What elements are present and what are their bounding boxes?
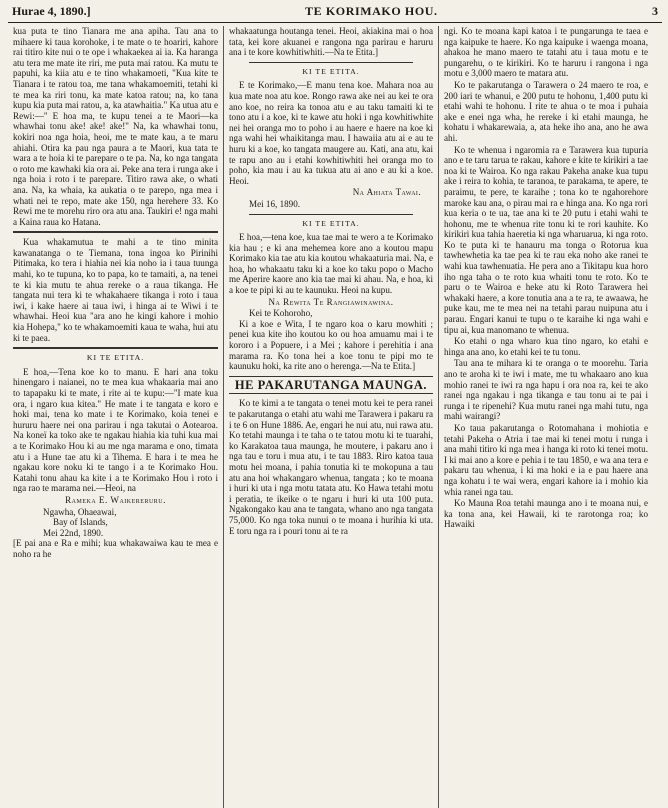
editor-note: Ki a koe e Wita, I te ngaro koa o karu mowhiti ; penei kua kite iho koutou ko ou hoa amuamu mai i te kororo i a Popuere, i a Mei ; kahore i perehitia i ana marama ra. Ko tona hei a koe tonu te pipi mo te kaunuku hoki, ka rite ano o herenga.—Na te Etita.]	[229, 318, 433, 372]
column-divider	[249, 62, 413, 63]
section-heading: KI TE ETITA.	[302, 66, 360, 76]
article-paragraph: Kua whakamutua te mahi a te tino minita kawanatanga o te Tiemana, tona ingoa ko Pirinihi Pitimaka, ko tera i hiahia nei kia noho ia i taua tuunga mahi, ko te tupuna, ko to papa, ko te tamaiti, a, na tenei te ki kia mutu te ahua rereke o a raua tikanga. He tangata nui tera ki te whakahaere tikanga i roto i taua iwi, i kake haere ai taua iwi, i hinga ai te Wiwi i te whawhai. Heoi kua "ara ano he kingi kahore i mohio kia Hohepa," ko te whakamoemiti kaua te waha, hui atu ki te paea.	[13, 237, 218, 343]
article-columns	[8, 26, 662, 808]
page-number: 3	[651, 4, 658, 18]
section-heading: KI TE ETITA.	[302, 218, 360, 228]
article-paragraph: Ko taua pakarutanga o Rotomahana i mohiotia e tetahi Pakeha o Atria i tae mai ki tenei motu i runga i ana mahi titiro ki nga mea i hanga ki roto ki tenei motu. I ki mai ano a kore e pehia i te tau 1850, e wa ana tera e pakaru tau whenua, i ki ma hoki e ia e pau haere ana nga kohatu i te wai wera, engari kahore ia i mohio kia whia ranei nga tau.	[444, 422, 648, 497]
letter-signature: Rameka E. Waikereruru.	[65, 494, 166, 505]
article-paragraph: kua puta te tino Tianara me ana apiha. Tau ana to mihaere ki taua korohoke, i te mate o te hoariri, kahore rai titiro kite nui o te ope i whakaekea ai ia. Ka haranga atu tera me mate ite riri, me puta mai ratou. Ka mutu te papuhi, ka kiia atu e te tino whakamoeti, "Kua kite te Tianara i te ratou toa, me tana whakamoemiti, tetahi ki te mea ka riri tonu, ka mate katoa ratou; na, ko tana kupu kia puta mai ratou, a, ka atawhaitia." Ka utua atu e Rewi:—" E hoa ma, te kupu tenei a te Maori—ka whawhai tonu ake! ake! ake!" Na, ka whawhai tonu, kokiri noa nga hoia, heoi, me te mate kau, a te maru ahiahi. Otira ka pau nga paura a te Maori, kua tata te wara a te hoia ki te parepare o te pa. Na, ko nga tangata o roto me kawhaki kia ora ai. Peke ana tera i runga ake i nga hoia i roto i te parepare. Titiro rawa ake, o whati ana. Na, ka whaia, ka aukatia o te parepo, nga mea i whati nei te repo, mate ake 150, nga herehere 33. Ko Rewi me te morehu riro ora atu ana. Taukiri e! nga mahi a Kaina raua ko Hatana.	[13, 26, 218, 227]
article-paragraph: Ko Mauna Roa tetahi maunga ano i te moana nui, e ka tona ana, kei Hawaii, ki te rarotonga roa; ko Hawaiki	[444, 498, 648, 530]
section-heading: KI TE ETITA.	[86, 353, 145, 363]
letter-place: Ngawha, Ohaeawai,	[43, 506, 117, 517]
letter-signature: Na Ahiata Tawai.	[352, 187, 421, 198]
letter-place: Bay of Islands,	[53, 517, 108, 528]
article-paragraph: Ko te kimi a te tangata o tenei motu kei te pera ranei te pakarutanga o etahi atu wahi me Tarawera i pakaru ra i te 6 on Hune 1886. Ae, engari he nui atu, nui rawa atu. Ko tetahi maunga i te taha o te tatou motu ki te tuarahi, ko Karakatoa taua maunga, he moutere, i pakaru ano i nga tau e toru i mua atu, i te tau 1883. Riro katoa taua motu hei moana, i pahia tonutia ki te mokopuna a tau atu ana hoi whakangaro whenua, tangata ; ko te moana i huri ki uta i nga motu tatata atu. Ko Hawa tetahi motu i peratia, te ikeike o te ngaru i huri ki uta 100 puta. Ngakongako kau ana te tangata, whano ano nga tangata 75,000. Ko nga toka nunui o te moana i hurihia ki uta. E toru nga ra i pouri tonu ai te ra	[229, 398, 433, 536]
letter-place: Kei te Kohoroho,	[249, 308, 313, 319]
column-3	[438, 26, 653, 808]
editor-note: whakaatunga houtanga tenei. Heoi, akiakina mai o hoa tata, kei kore akuanei e rangona nga parirau e haruru ana i te kore kowhitiwhiti.—Na te Etita.]	[229, 26, 433, 58]
article-paragraph: ngi. Ko te moana kapi katoa i te pungarunga te taea e nga kaipuke te haere. Ko nga kaipuke i waenga moana, ahakoa he mano maero te tatahi atu i taua motu e te pungarehu, o te kirikiri. Ko te haruru i rangona i nga motu e 3,000 maero te matara atu.	[444, 26, 648, 79]
letter-signature: Na Rewita Te Rangiawinawina.	[268, 296, 394, 307]
letter-date: Mei 22nd, 1890.	[43, 527, 104, 538]
newspaper-title: TE KORIMAKO HOU.	[305, 4, 438, 18]
column-divider	[249, 214, 413, 215]
letter-paragraph: E hoa,—Tena koe ko to manu. E hari ana toku hinengaro i naianei, no te mea kua whakaaria mai ano to tapapaku ki te mate, i rite ai te kupu:—"I mate kua ora, i ngaro kua kitea." He mate i te tangata e koro e hoki mai, tena ko mate i te Korimako, koia tenei e hururu haere nei ona parirau i nga takutai o Aotearoa. Na koneï ka toko ake te ngakau hiahia kia tuhi kua mai a te Korimako Hou ki au me nga marama e ono, timata atu i a Hune tae atu ki a Tihema. E hara i te mea he ngakau kore noku ki te tango i a te Korimako Hou. Katahi tonu ahau ka kite i a te Korimako Hou i roto i nga rao te marama nei.—Heoi, na	[13, 366, 218, 494]
article-paragraph: Tau ana te mihara ki te oranga o te moorehu. Taria ano te aroha ki te iwi i mate, me tu whakaaro ano kua mohio ranei te iwi ra nga hapu i ora noa ra, kei te ako ranei nga ngakau i nga tikanga e tau tonu ai te pai i runga i te ripenehi? Kua mutu ranei nga mahi tutu, nga mahi wairangi?	[444, 358, 648, 422]
column-1	[8, 26, 223, 808]
page-header	[8, 4, 662, 23]
letter-date: Mei 16, 1890.	[249, 198, 301, 209]
letter-paragraph: E hoa,—tena koe, kua tae mai te wero a te Korimako kia hau ; e ki ana mehemea kore ano a koutou mapu Korimako kia tae atu kia koutou whakaaturia mai. Na, e hoa, ho whakaatu taku ki a koe ko taku popo o Macho me Aperire kaore ano kia tae mai ki ahau. Na, e hoa, ki a koe te pipi ki au te kaunuku. Heoi na kupu.	[229, 232, 433, 296]
article-headline: HE PAKARUTANGA MAUNGA.	[229, 376, 433, 395]
article-paragraph: Ko etahi o nga wharo kua tino ngaro, ko etahi e hinga ana ano, ko etahi kei te tu tonu.	[444, 336, 648, 357]
article-paragraph: Ko te pakarutanga o Tarawera o 24 maero te roa, e 200 iari te whanui, e 200 putu te hohonu, 1,400 putu ki etahi wahi te hohonu. I rite te ahua o te moa i puhaia ake e enei nga wha, he rereke i ki etahi maunga, he kohatu i whakarewaia, a, ata heke iho ana, ano he awa ahi.	[444, 79, 648, 143]
article-paragraph: Ko te whenua i ngaromia ra e Tarawera kua tupuria ano e te taru tarua te rakau, kahore e kite te kirikiri a tae noa ki te Wairoa. Ko nga rakau Pakeha anake kua tupu ake i reira to kohia, te taranoa, te parakama, te apere, te paraimu, te pere, te karaihe ; tona ko te ngahorehore maroke kau ana, o pirau mai ra e hinga ana. Ko nga rori kua keria o te ua, tae ana ki te 20 putu i etahi wahi te hohonu, me te whenua rite tonu ki te rori kauhite. Ko kirikiri kua tahia haeretia ki nga wharuarua, ki nga roto. Ko te puta ki te hanauru ma tonga o Rotorua kua tawhewhetia ka tae pea ki te rau eka noho ake ranei te wahi kua tawhenuatia. He pera ano a Tikitapu kua horo iho nga taha o te roto kua whaiti tonu te roto. Ko te paru o te Wairoa e heke atu ki Roto Tarawera hei whakaki haere, a kore tonutia ana a te ra, te awaawa, he puke kau, me te mea nei na tetahi parau nuipuna atu i parau. Engari kanui te tupu o te karaihe ki nga wahi e tipu ai, kua manomano te whenua.	[444, 144, 648, 335]
column-divider	[13, 347, 218, 349]
column-2	[223, 26, 438, 808]
editor-note: [E pai ana e Ra e mihi; kua whakawaiwa kau te mea e noho ra he	[13, 538, 218, 559]
letter-paragraph: E te Korimako,—E manu tena koe. Mahara noa au kua mate noa atu koe. Rongo rawa ake nei au kei te ora ano koe, no reira ka tonoa atu e au taku tamaiti ki te tono atu i a koe, ki te kawe atu hoki i nga kowhitiwhite nei hei oranga mo to poho i au haere e haere na koe ki nga wahi hei whaikitanga mau. I hawaiia atu ai e au te huru ki a koe, ko tangata maugere au. Kati, ana atu, kai te rapu ano au i etahi kowhitiwhiti hei oranga mo to poho, kia mau i au ka tukua atu ai ano e au ki a koe. Heoi.	[229, 80, 433, 186]
column-divider	[13, 231, 218, 233]
issue-date: Hurae 4, 1890.]	[12, 4, 91, 18]
